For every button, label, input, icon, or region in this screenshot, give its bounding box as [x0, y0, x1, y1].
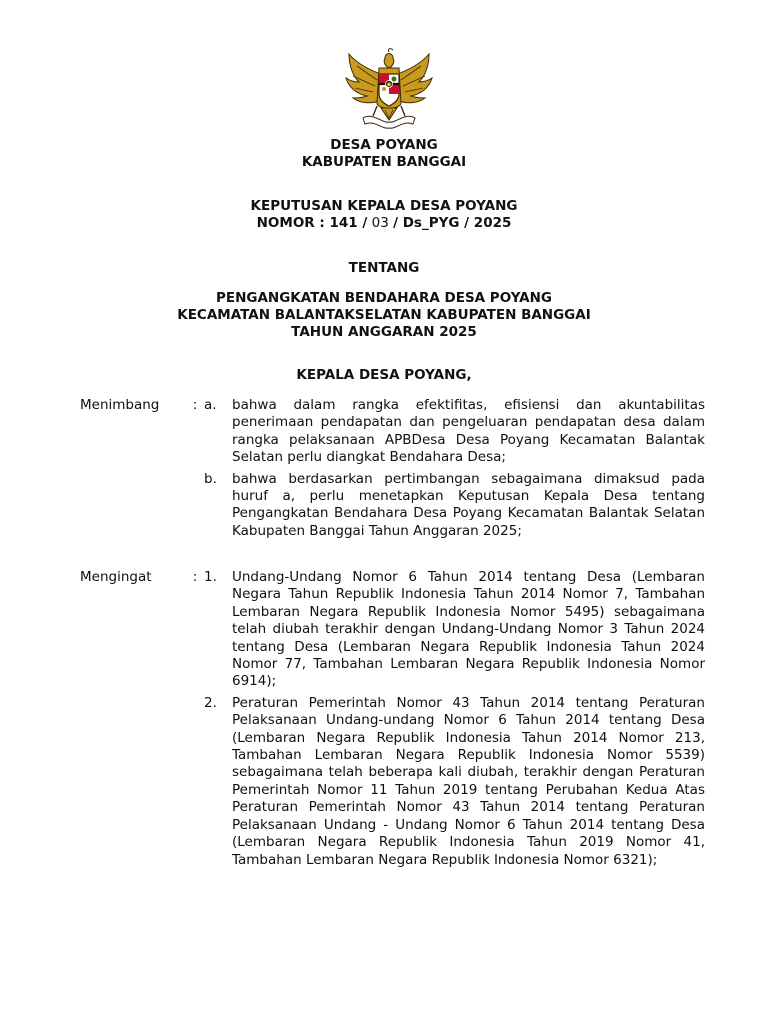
- item-text: bahwa dalam rangka efektifitas, efisiensi dan akuntabilitas penerimaan pendapatan dan pengeluaran pendapatan desa dalam rangka pelaksanaan APBDesa Desa Poyang Kecamatan Balantak Selatan perlu diangkat Bendahara Desa;: [232, 397, 705, 466]
- subject-line-2: KECAMATAN BALANTAKSELATAN KABUPATEN BANGGAI: [177, 307, 591, 323]
- subject-heading: [60, 290, 708, 341]
- decree-number: [60, 215, 708, 232]
- item-text: bahwa berdasarkan pertimbangan sebagaimana dimaksud pada huruf a, perlu menetapkan Keputusan Kepala Desa tentang Pengangkatan Bendahara Desa Poyang Kecamatan Balantak Selatan Kabupaten Banggai Tahun Anggaran 2025;: [232, 470, 705, 539]
- item-marker: 2.: [204, 694, 217, 711]
- signatory-heading: KEPALA DESA POYANG,: [296, 367, 472, 383]
- item-marker: 1.: [204, 569, 217, 585]
- item-text: Undang-Undang Nomor 6 Tahun 2014 tentang Desa (Lembaran Negara Tahun Republik Indonesia Tahun 2014 Nomor 7, Tambahan Lembaran Negara Republik Indonesia Nomor 5495) sebagaimana telah diubah terakhir dengan Undang-Undang Nomor 3 Tahun 2024 tentang Desa (Lembaran Negara Republik Indonesia Tahun 2024 Nomor 77, Tambahan Lembaran Negara Republik Indonesia Nomor 6914);: [232, 569, 705, 690]
- section-colon: :: [192, 397, 198, 413]
- header: [60, 137, 708, 171]
- org-line-1: DESA POYANG: [330, 137, 438, 153]
- decree-title: KEPUTUSAN KEPALA DESA POYANG: [250, 198, 518, 214]
- decree-number-prefix: NOMOR : 141 /: [256, 215, 368, 231]
- section-label: Menimbang: [80, 397, 160, 413]
- list-item: [80, 569, 710, 691]
- decree-heading: [60, 198, 708, 232]
- list-item: [80, 471, 710, 541]
- org-line-2: KABUPATEN BANGGAI: [301, 154, 467, 170]
- garuda-emblem-icon: [343, 46, 435, 130]
- item-marker: b.: [204, 470, 217, 487]
- list-item: [80, 695, 710, 869]
- list-item: [80, 397, 710, 467]
- section-colon: :: [192, 569, 198, 585]
- menimbang-section: [80, 397, 710, 540]
- decree-number-mid: 03: [367, 215, 394, 231]
- mengingat-section: [80, 569, 710, 869]
- item-marker: a.: [204, 397, 217, 413]
- decree-number-suffix: / Ds_PYG / 2025: [393, 215, 512, 231]
- tentang-heading: TENTANG: [348, 260, 420, 276]
- item-text: Peraturan Pemerintah Nomor 43 Tahun 2014 tentang Peraturan Pelaksanaan Undang-undang Nomor 6 Tahun 2014 tentang Desa (Lembaran Negara Republik Indonesia Tahun 2014 Nomor 213, Tambahan Lembaran Negara Republik Indonesia Nomor 5539) sebagaimana telah beberapa kali diubah, terakhir dengan Peraturan Pemerintah Nomor 11 Tahun 2019 tentang Perubahan Kedua Atas Peraturan Pemerintah Nomor 43 Tahun 2014 tentang Peraturan Pelaksanaan Undang - Undang Nomor 6 Tahun 2014 tentang Desa (Lembaran Negara Republik Indonesia Tahun 2019 Nomor 41, Tambahan Lembaran Negara Republik Indonesia Nomor 6321);: [232, 694, 705, 868]
- subject-line-3: TAHUN ANGGARAN 2025: [291, 324, 477, 340]
- section-label: Mengingat: [80, 569, 152, 585]
- subject-line-1: PENGANGKATAN BENDAHARA DESA POYANG: [215, 290, 553, 306]
